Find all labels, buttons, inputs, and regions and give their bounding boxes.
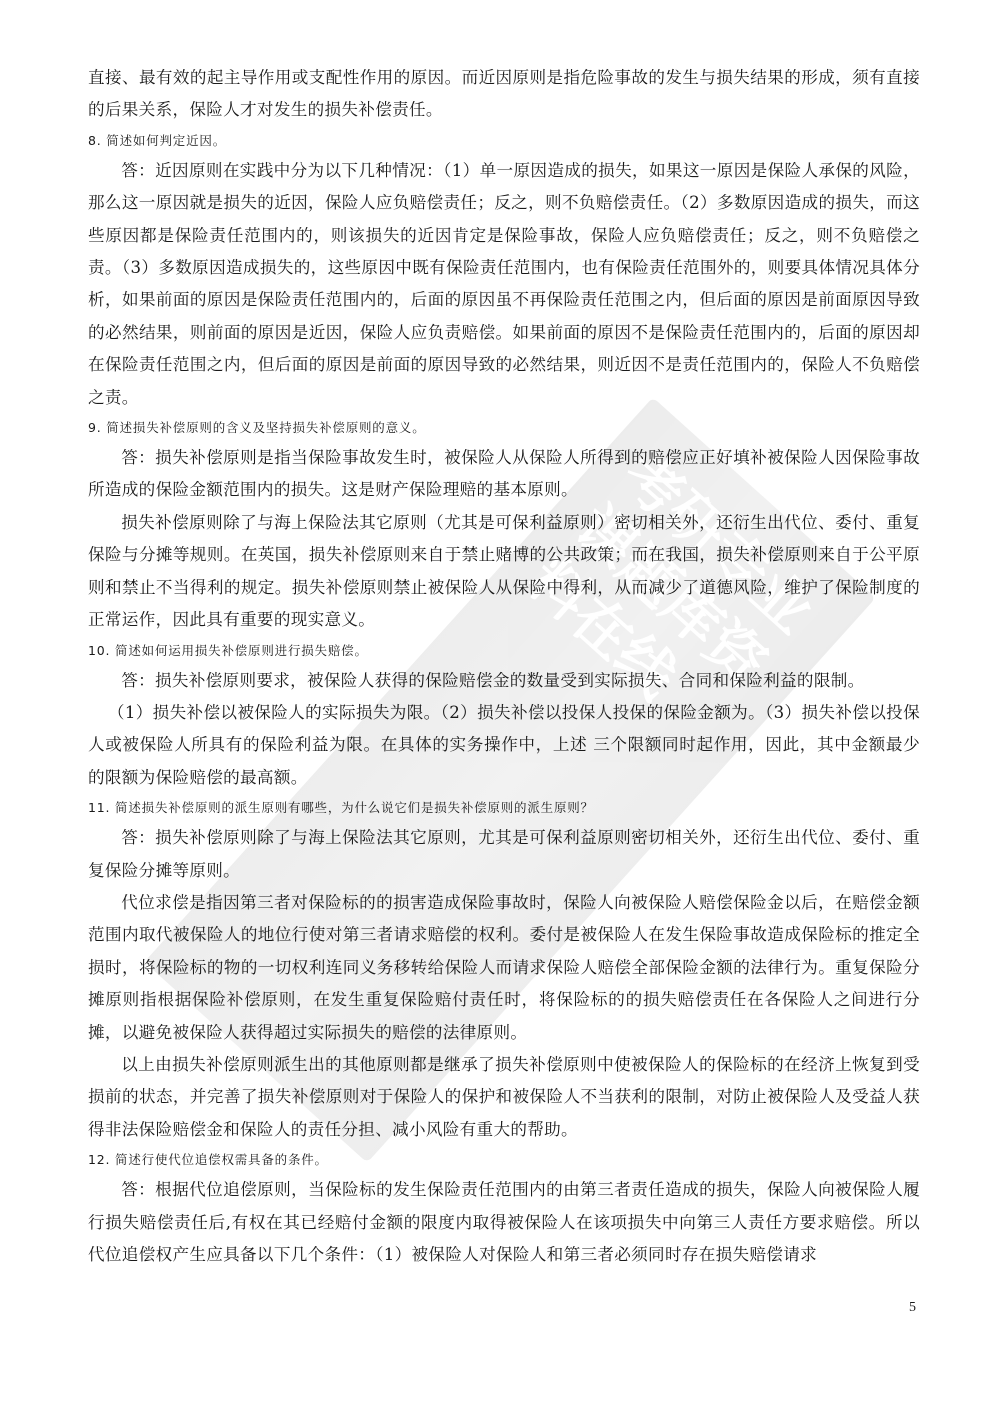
document-body [88, 62, 920, 1271]
page-number: 5 [909, 1300, 916, 1315]
answer-8: 答：近因原则在实践中分为以下几种情况：（1）单一原因造成的损失，如果这一原因是保险人承保的风险，那么这一原因就是损失的近因，保险人应负赔偿责任；反之，则不负赔偿责任。（2）多数原因造成的损失，而这些原因都是保险责任范围内的，则该损失的近因肯定是保险事故，保险人应负赔偿责任；反之，则不负赔偿之责。（3）多数原因造成损失的，这些原因中既有保险责任范围内，也有保险责任范围外的，则要具体情况具体分析，如果前面的原因是保险责任范围内的，后面的原因虽不再保险责任范围之内，但后面的原因是前面原因导致的必然结果，则前面的原因是近因，保险人应负责赔偿。如果前面的原因不是保险责任范围内的，后面的原因却在保险责任范围之内，但后面的原因是前面的原因导致的必然结果，则近因不是责任范围内的，保险人不负赔偿之责。 [88, 160, 920, 407]
paragraph-continuation: 直接、最有效的起主导作用或支配性作用的原因。而近因原则是指危险事故的发生与损失结果的形成，须有直接的后果关系，保险人才对发生的损失补偿责任。 [88, 68, 920, 120]
answer-9-part-1: 答：损失补偿原则是指当保险事故发生时，被保险人从保险人所得到的赔偿应正好填补被保险人因保险事故所造成的保险金额范围内的损失。这是财产保险理赔的基本原则。 [88, 448, 920, 500]
question-12: 12. 简述行使代位追偿权需具备的条件。 [88, 1152, 328, 1168]
answer-10-part-2: （1）损失补偿以被保险人的实际损失为限。（2）损失补偿以投保人投保的保险金额为。（3）损失补偿以投保人或被保险人所具有的保险利益为限。在具体的实务操作中，上述 三个限额同时起作用，因此，其中金额最少的限额为保险赔偿的最高额。 [88, 702, 920, 787]
question-10: 10. 简述如何运用损失补偿原则进行损失赔偿。 [88, 642, 368, 658]
answer-9-part-2: 损失补偿原则除了与海上保险法其它原则（尤其是可保利益原则）密切相关外，还衍生出代位、委付、重复保险与分摊等规则。在英国，损失补偿原则来自于禁止赌博的公共政策；而在我国，损失补偿原则来自于公平原则和禁止不当得利的规定。损失补偿原则禁止被保险人从保险中得利，从而减少了道德风险，维护了保险制度的正常运作，因此具有重要的现实意义。 [88, 512, 920, 630]
answer-10-part-1: 答：损失补偿原则要求，被保险人获得的保险赔偿金的数量受到实际损失、合同和保险利益的限制。 [121, 670, 865, 690]
question-9: 9. 简述损失补偿原则的含义及坚持损失补偿原则的意义。 [88, 420, 426, 436]
question-11: 11. 简述损失补偿原则的派生原则有哪些，为什么说它们是损失补偿原则的派生原则？ [88, 800, 594, 816]
question-8: 8. 简述如何判定近因。 [88, 132, 226, 148]
answer-11-part-3: 以上由损失补偿原则派生出的其他原则都是继承了损失补偿原则中使被保险人的保险标的在经济上恢复到受损前的状态，并完善了损失补偿原则对于保险人的保护和被保险人不当获利的限制，对防止被保险人及受益人获得非法保险赔偿金和保险人的责任分担、减小风险有重大的帮助。 [88, 1054, 920, 1139]
answer-12: 答：根据代位追偿原则，当保险标的发生保险责任范围内的由第三者责任造成的损失，保险人向被保险人履行损失赔偿责任后,有权在其已经赔付金额的限度内取得被保险人在该项损失中向第三人责任方要求赔偿。所以代位追偿权产生应具备以下几个条件：（1）被保险人对保险人和第三者必须同时存在损失赔偿请求 [88, 1180, 920, 1264]
watermark-text: 考研专业课题库资料在线 [515, 440, 827, 712]
answer-11-part-2: 代位求偿是指因第三者对保险标的的损害造成保险事故时，保险人向被保险人赔偿保险金以后，在赔偿金额范围内取代被保险人的地位行使对第三者请求赔偿的权利。委付是被保险人在发生保险事故造成保险标的推定全损时，将保险标的物的一切权利连同义务移转给保险人而请求保险人赔偿全部保险金额的法律行为。重复保险分摊原则指根据保险补偿原则，在发生重复保险赔付责任时，将保险标的的损失赔偿责任在各保险人之间进行分摊，以避免被保险人获得超过实际损失的赔偿的法律原则。 [88, 892, 920, 1042]
answer-11-part-1: 答：损失补偿原则除了与海上保险法其它原则，尤其是可保利益原则密切相关外，还衍生出代位、委付、重复保险分摊等原则。 [88, 828, 920, 880]
